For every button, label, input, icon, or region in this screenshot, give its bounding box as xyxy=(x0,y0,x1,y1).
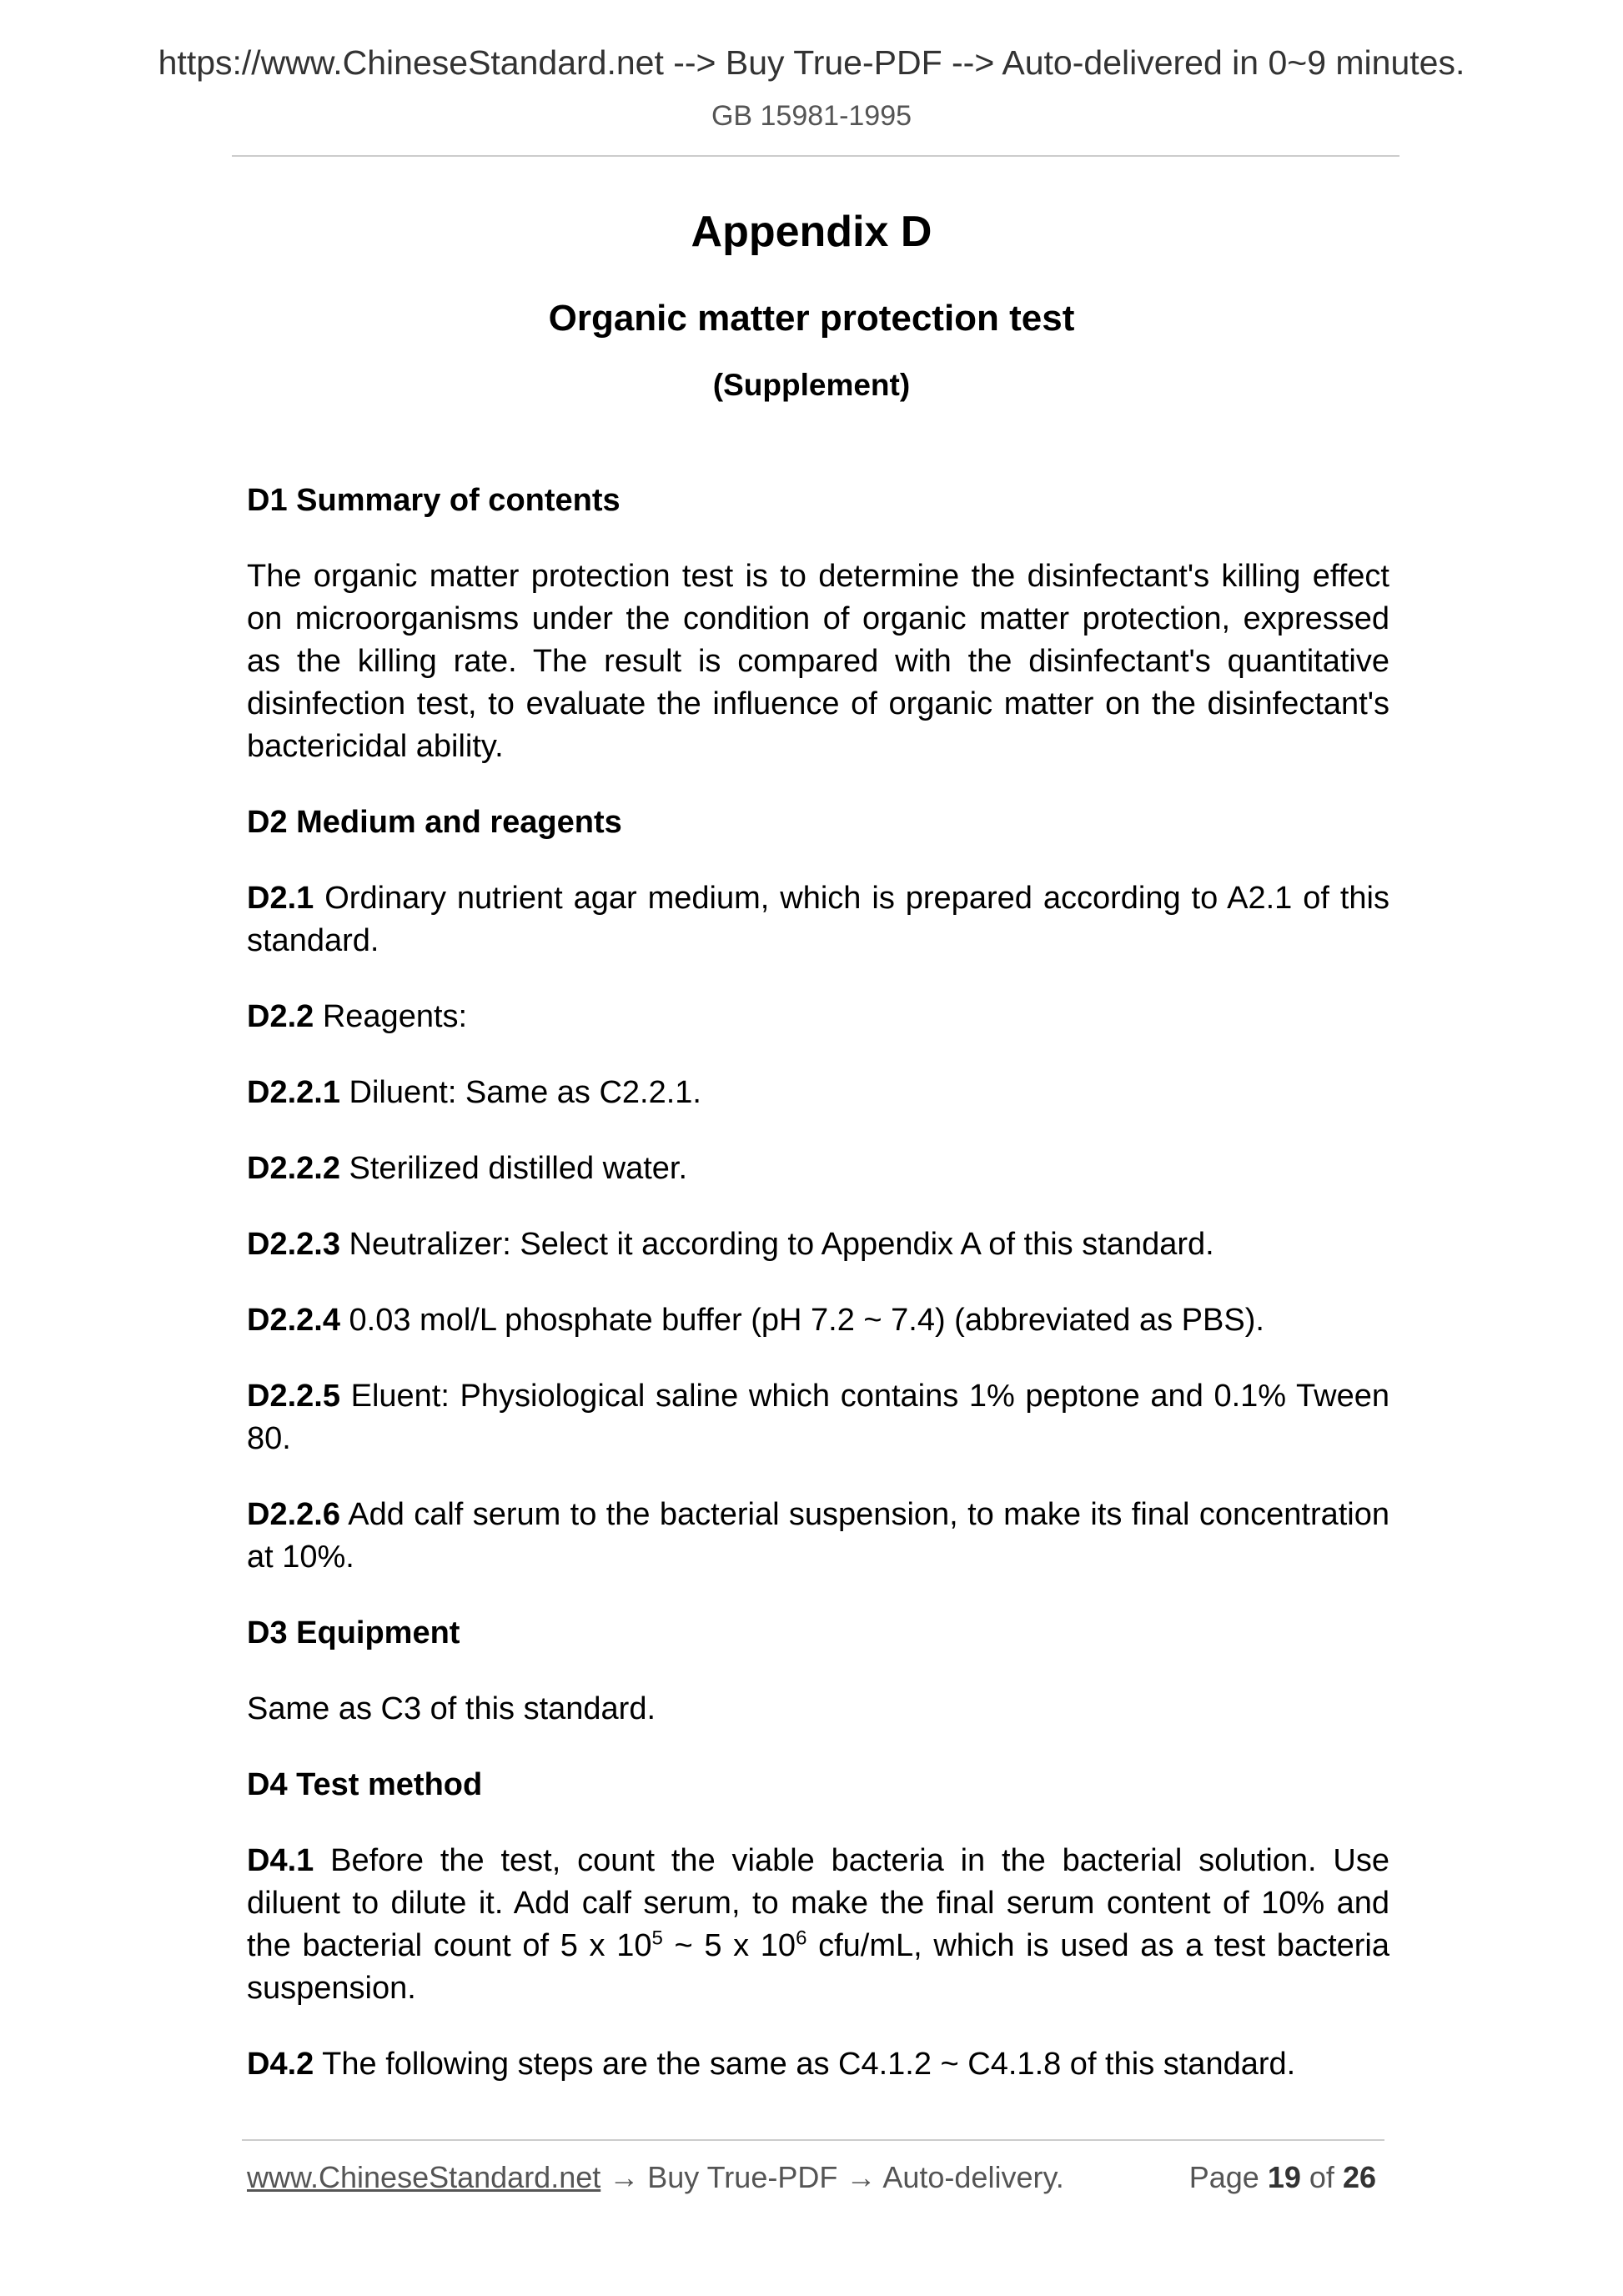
clause-d2-2-3 xyxy=(247,1223,1389,1266)
document-body xyxy=(247,480,1389,2086)
section-heading-d4: D4 Test method xyxy=(247,1767,483,1802)
of-label: of xyxy=(1309,2160,1334,2194)
clause-number: D2.2.6 xyxy=(247,1497,340,1532)
page-number: 19 xyxy=(1267,2160,1301,2194)
clause-text: Reagents: xyxy=(322,999,468,1034)
clause-d4-1 xyxy=(247,1840,1389,2010)
clause-d4-2 xyxy=(247,2043,1389,2086)
exponent: 5 xyxy=(651,1927,663,1950)
clause-d2-2 xyxy=(247,996,1389,1038)
page-total: 26 xyxy=(1342,2160,1376,2194)
clause-text: Before the test, count the viable bacteria in the bacterial solution. Use diluent to dilute it. Add calf serum, to make the final serum content of 10% and the bacterial count of 5 x 10 xyxy=(247,1843,1389,1963)
clause-number: D2.2 xyxy=(247,999,314,1034)
standard-code: GB 15981-1995 xyxy=(711,100,912,132)
section-d1-body: The organic matter protection test is to determine the disinfectant's killing effect on microorganisms under the condition of organic matter protection, expressed as the killing rate. The result is compared with the disinfectant's quantitative disinfection test, to evaluate the influence of organic matter on the disinfectant's bactericidal ability. xyxy=(247,559,1389,764)
appendix-note: (Supplement) xyxy=(712,368,911,402)
clause-number: D2.2.3 xyxy=(247,1227,340,1262)
clause-text: Neutralizer: Select it according to Appendix A of this standard. xyxy=(349,1227,1214,1262)
clause-d2-2-5 xyxy=(247,1375,1389,1460)
clause-text: cfu/mL, which is used as a test bacteria suspension. xyxy=(247,1928,1389,2006)
appendix-subject: Organic matter protection test xyxy=(548,298,1075,339)
clause-number: D4.1 xyxy=(247,1843,314,1878)
clause-d2-2-4 xyxy=(247,1299,1389,1342)
clause-text: Ordinary nutrient agar medium, which is prepared according to A2.1 of this standard. xyxy=(247,881,1389,958)
section-heading-d2: D2 Medium and reagents xyxy=(247,805,622,840)
page-indicator xyxy=(1189,2160,1376,2195)
clause-number: D2.1 xyxy=(247,881,314,916)
footer-left xyxy=(247,2160,1064,2195)
clause-text: ~ 5 x 10 xyxy=(662,1928,796,1963)
section-heading-d1: D1 Summary of contents xyxy=(247,483,621,518)
page-label: Page xyxy=(1188,2160,1259,2194)
clause-text: The following steps are the same as C4.1.2 ~ C4.1.8 of this standard. xyxy=(322,2047,1296,2082)
exponent: 6 xyxy=(796,1927,807,1950)
clause-d2-2-1 xyxy=(247,1072,1389,1114)
header-divider xyxy=(232,155,1399,157)
clause-text: Sterilized distilled water. xyxy=(349,1151,688,1186)
clause-number: D2.2.1 xyxy=(247,1075,340,1110)
clause-text: Add calf serum to the bacterial suspension, to make its final concentration at 10%. xyxy=(247,1497,1389,1575)
clause-d2-1 xyxy=(247,877,1389,962)
arrow-icon: → xyxy=(600,2160,648,2194)
footer-buy-text: Buy True-PDF xyxy=(647,2160,838,2194)
footer-divider xyxy=(242,2139,1384,2141)
section-d3-body: Same as C3 of this standard. xyxy=(247,1691,656,1726)
section-heading-d3: D3 Equipment xyxy=(247,1615,460,1650)
clause-number: D2.2.4 xyxy=(247,1303,340,1338)
appendix-title: Appendix D xyxy=(691,208,932,256)
clause-number: D2.2.5 xyxy=(247,1379,340,1414)
footer-delivery-text: Auto-delivery. xyxy=(882,2160,1064,2194)
footer-site-link[interactable]: www.ChineseStandard.net xyxy=(247,2160,601,2194)
clause-text: Diluent: Same as C2.2.1. xyxy=(349,1075,701,1110)
clause-text: 0.03 mol/L phosphate buffer (pH 7.2 ~ 7.4) (abbreviated as PBS). xyxy=(349,1303,1264,1338)
clause-number: D2.2.2 xyxy=(247,1151,340,1186)
clause-d2-2-2 xyxy=(247,1148,1389,1190)
arrow-icon: → xyxy=(837,2160,883,2194)
clause-text: Eluent: Physiological saline which contains 1% peptone and 0.1% Tween 80. xyxy=(247,1379,1389,1456)
clause-number: D4.2 xyxy=(247,2047,314,2082)
clause-d2-2-6 xyxy=(247,1494,1389,1579)
header-banner: https://www.ChineseStandard.net --> Buy True-PDF --> Auto-delivered in 0~9 minutes. xyxy=(158,43,1465,82)
